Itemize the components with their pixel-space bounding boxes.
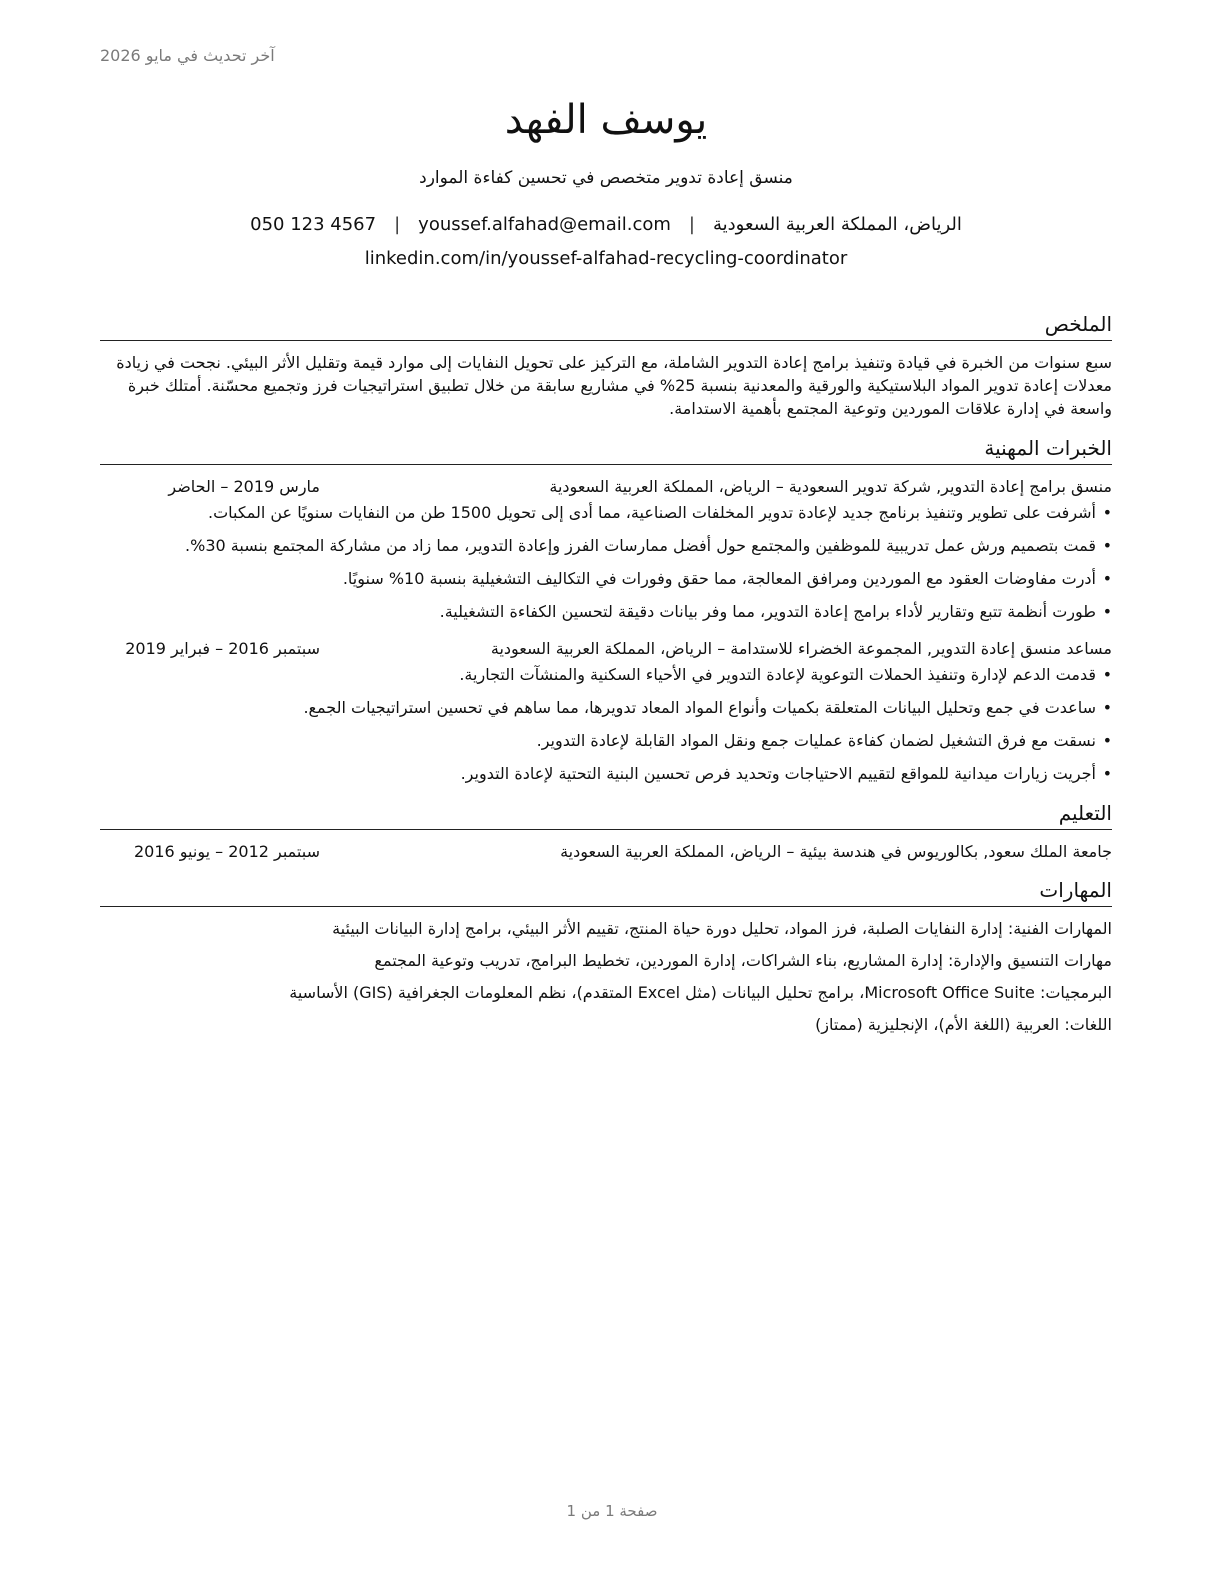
summary-section (100, 310, 1112, 420)
section-heading: الملخص (100, 310, 1112, 341)
job-bullets (100, 663, 1112, 785)
job-role: مساعد منسق إعادة التدوير, المجموعة الخضراء للاستدامة – الرياض، المملكة العربية السعودية (490, 639, 1112, 658)
page-number: صفحة 1 من 1 (566, 1502, 658, 1520)
skills-line: البرمجيات: Microsoft Office Suite، برامج تحليل البيانات (مثل Excel المتقدم)، نظم المعلومات الجغرافية (GIS) الأساسية (289, 983, 1112, 1002)
list-item: • أدرت مفاوضات العقود مع الموردين ومرافق المعالجة، مما حقق وفورات في التكاليف التشغيلية بنسبة 10% سنويًا. (100, 567, 1112, 590)
contact-line (100, 210, 1112, 240)
location-text: الرياض، المملكة العربية السعودية (712, 214, 962, 235)
linkedin-url[interactable]: linkedin.com/in/youssef-alfahad-recycling-coordinator (364, 248, 848, 269)
job-dates: سبتمبر 2016 – فبراير 2019 (125, 639, 320, 658)
section-heading: المهارات (100, 876, 1112, 907)
summary-text: سبع سنوات من الخبرة في قيادة وتنفيذ برامج إعادة التدوير الشاملة، مع التركيز على تحويل النفايات إلى موارد قيمة وتقليل الأثر البيئي. نجحت في زيادة معدلات إعادة تدوير المواد البلاستيكية والورقية والمعدنية بنسبة 25% في مشاريع سابقة من خلال تطبيق استراتيجيات فرز وتجميع محسّنة. أمتلك خبرة واسعة في إدارة علاقات الموردين وتوعية المجتمع بأهمية الاستدامة. (116, 353, 1112, 418)
section-heading: التعليم (100, 799, 1112, 830)
job-entry (100, 637, 1112, 785)
skills-line: مهارات التنسيق والإدارة: إدارة المشاريع، بناء الشراكات، إدارة الموردين، تخطيط البرامج، تدريب وتوعية المجتمع (374, 951, 1112, 970)
list-item: • ساعدت في جمع وتحليل البيانات المتعلقة بكميات وأنواع المواد المعاد تدويرها، مما ساهم في تحسين استراتيجيات الجمع. (100, 696, 1112, 719)
section-heading: الخبرات المهنية (100, 434, 1112, 465)
list-item: • أجريت زيارات ميدانية للمواقع لتقييم الاحتياجات وتحديد فرص تحسين البنية التحتية لإعادة التدوير. (100, 762, 1112, 785)
experience-section (100, 434, 1112, 785)
list-item: • طورت أنظمة تتبع وتقارير لأداء برامج إعادة التدوير، مما وفر بيانات دقيقة لتحسين الكفاءة التشغيلية. (100, 600, 1112, 623)
job-header (100, 637, 1112, 661)
contact-separator: | (394, 214, 401, 235)
phone-text: 050 123 4567 (250, 214, 377, 235)
skills-line: اللغات: العربية (اللغة الأم)، الإنجليزية (ممتاز) (815, 1015, 1112, 1034)
list-item: • قدمت الدعم لإدارة وتنفيذ الحملات التوعوية لإعادة التدوير في الأحياء السكنية والمنشآت التجارية. (100, 663, 1112, 686)
list-item: • أشرفت على تطوير وتنفيذ برنامج جديد لإعادة تدوير المخلفات الصناعية، مما أدى إلى تحويل 1500 طن من النفايات سنويًا عن المكبات. (100, 501, 1112, 524)
person-name: يوسف الفهد (504, 97, 708, 143)
list-item: • قمت بتصميم ورش عمل تدريبية للموظفين والمجتمع حول أفضل ممارسات الفرز وإعادة التدوير، مما زاد من مشاركة المجتمع بنسبة 30%. (100, 534, 1112, 557)
education-dates: سبتمبر 2012 – يونيو 2016 (133, 842, 320, 861)
education-section (100, 799, 1112, 864)
resume-body (100, 310, 1112, 1047)
linkedin-link[interactable] (100, 244, 1112, 274)
resume-header (100, 92, 1112, 274)
education-line: جامعة الملك سعود, بكالوريوس في هندسة بيئية – الرياض، المملكة العربية السعودية (560, 842, 1112, 861)
email-link[interactable]: youssef.alfahad@email.com (418, 214, 671, 235)
job-dates: مارس 2019 – الحاضر (168, 477, 320, 496)
job-role: منسق برامج إعادة التدوير, شركة تدوير السعودية – الرياض، المملكة العربية السعودية (549, 477, 1112, 496)
education-entry (100, 840, 1112, 864)
job-entry (100, 475, 1112, 623)
contact-separator: | (688, 214, 695, 235)
skills-section (100, 876, 1112, 1037)
skills-line: المهارات الفنية: إدارة النفايات الصلبة، فرز المواد، تحليل دورة حياة المنتج، تقييم الأثر البيئي، برامج إدارة البيانات البيئية (332, 919, 1112, 938)
job-header (100, 475, 1112, 499)
professional-title: منسق إعادة تدوير متخصص في تحسين كفاءة الموارد (419, 168, 793, 188)
list-item: • نسقت مع فرق التشغيل لضمان كفاءة عمليات جمع ونقل المواد القابلة لإعادة التدوير. (100, 729, 1112, 752)
job-bullets (100, 501, 1112, 623)
last-updated-note: آخر تحديث في مايو 2026 (100, 46, 275, 65)
